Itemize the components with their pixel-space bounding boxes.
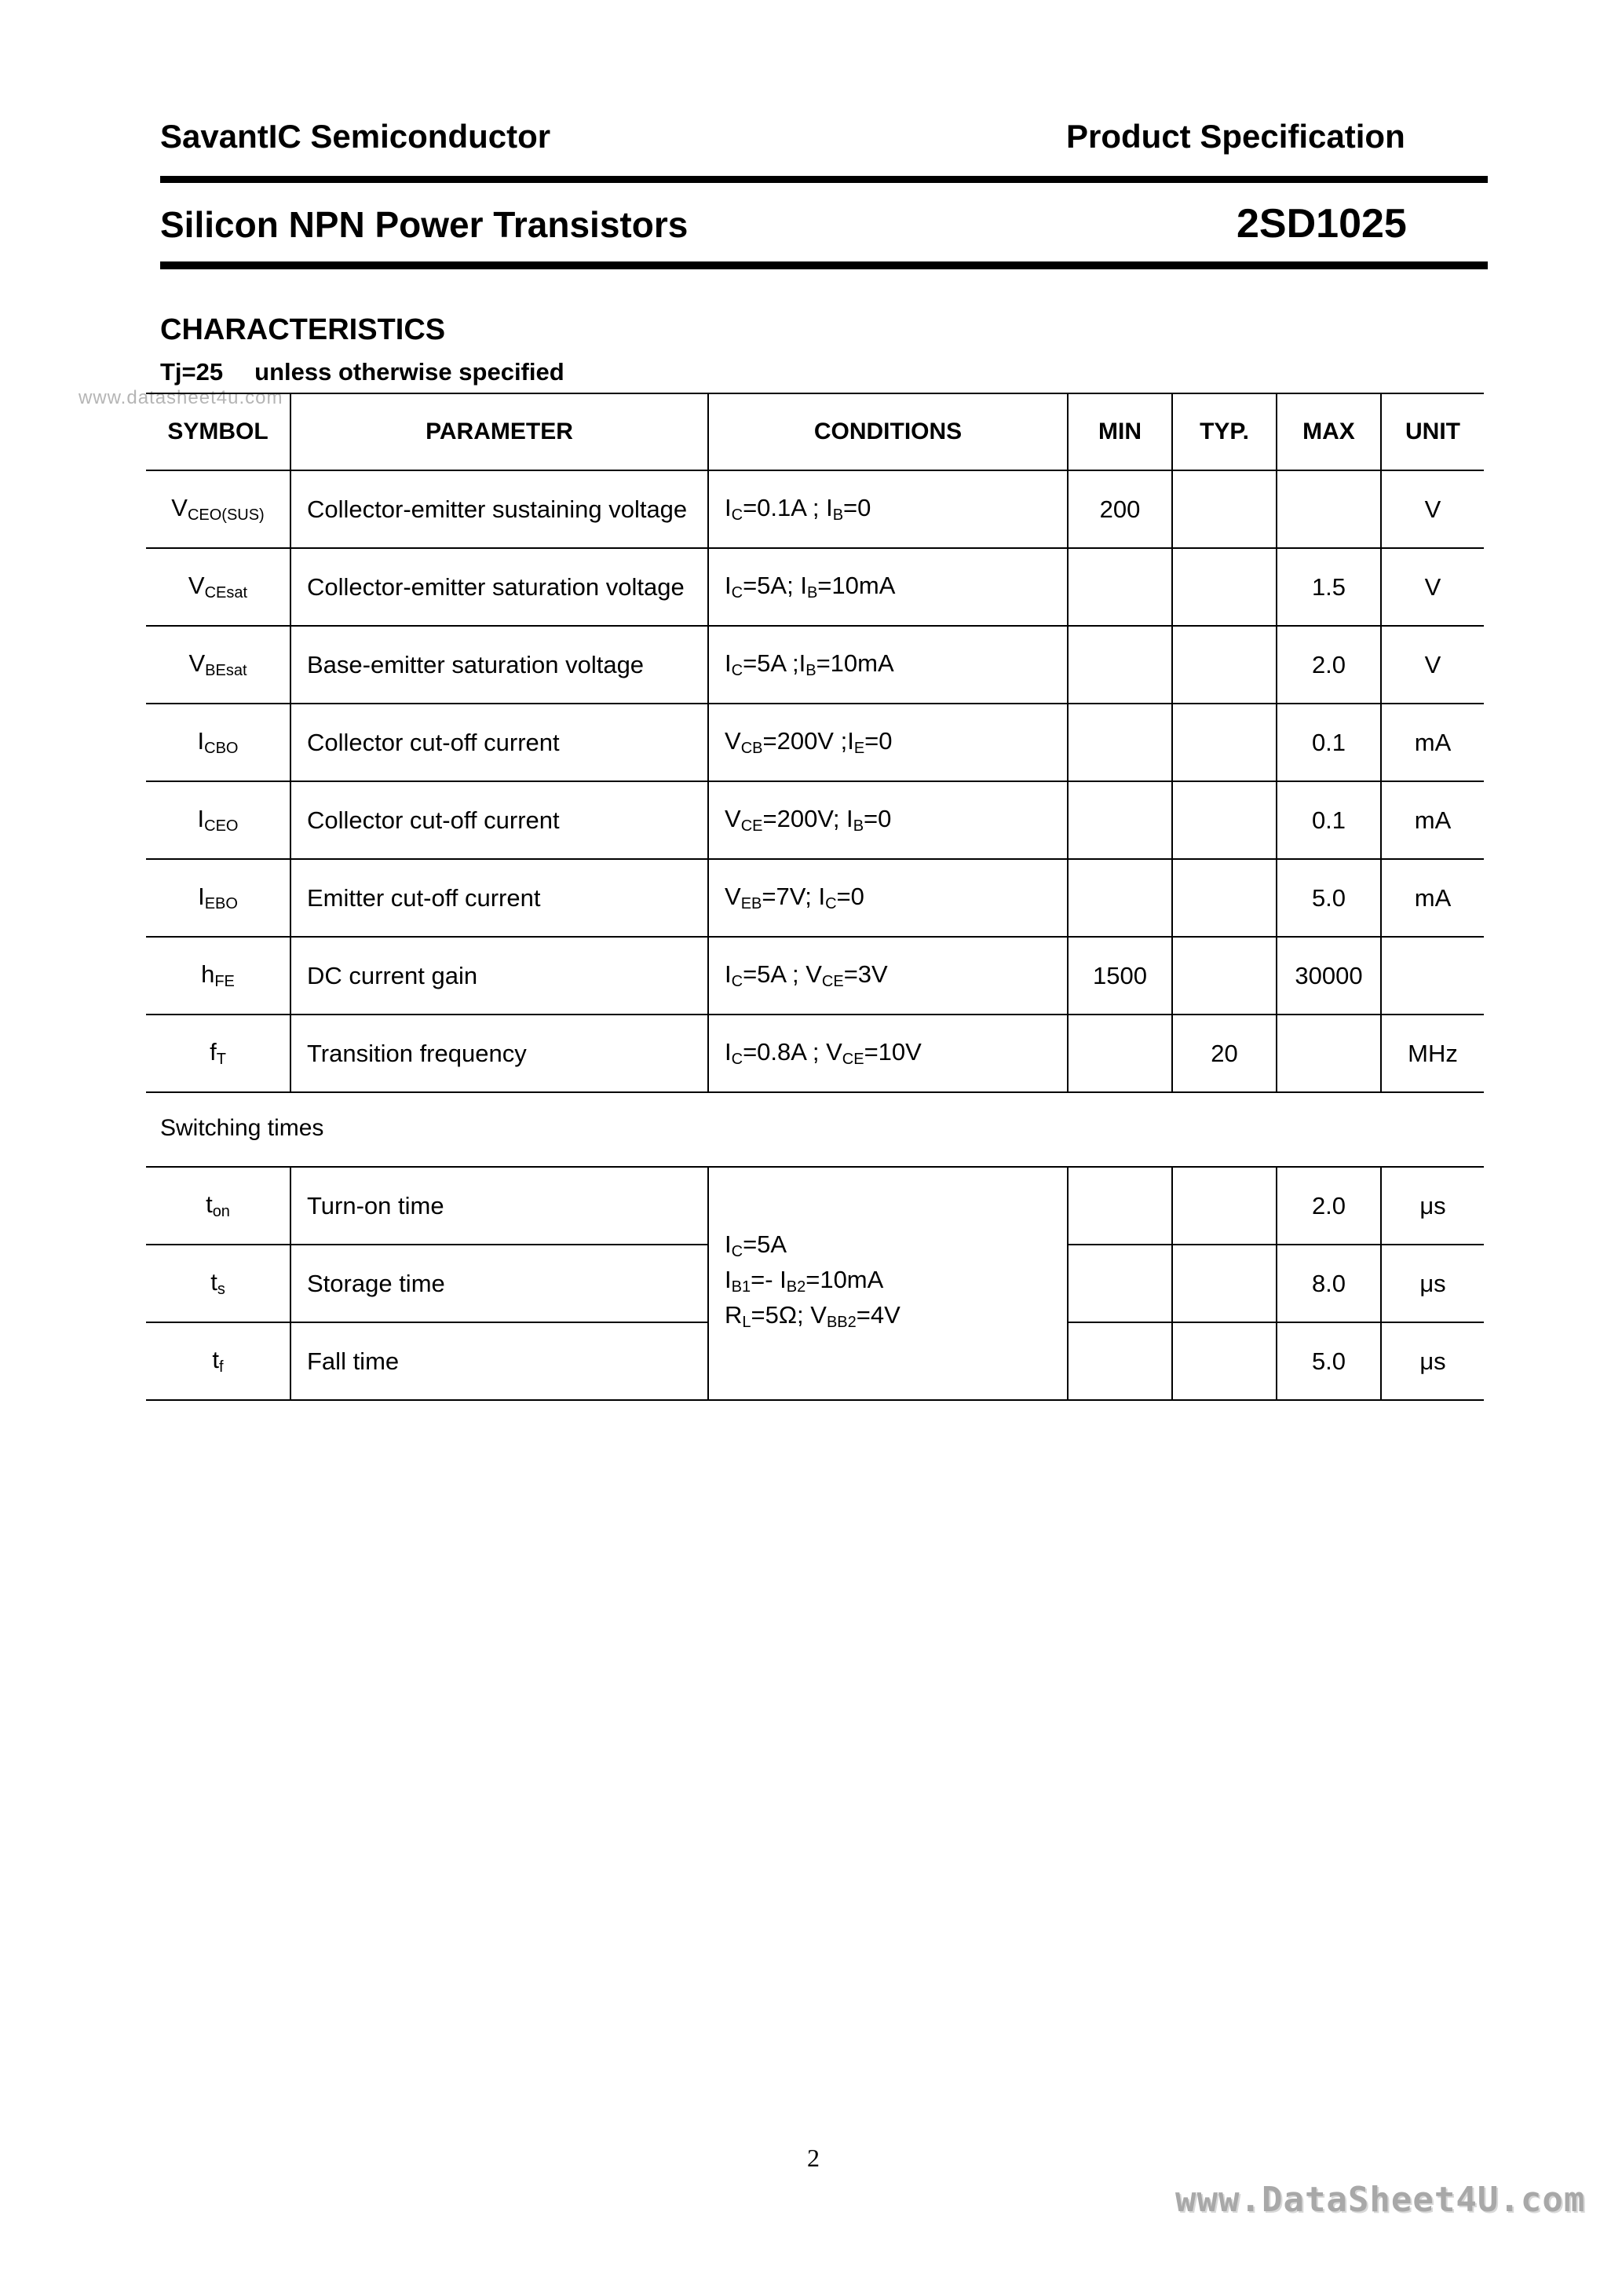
cell-symbol [146,626,290,704]
cond-subscript: C [825,895,837,912]
cell-unit: V [1381,470,1484,548]
cell-parameter: Collector-emitter sustaining voltage [290,470,708,548]
cond-subscript: CE [842,1051,864,1068]
cell-symbol [146,937,290,1015]
cond-part: I [725,1038,732,1066]
watermark-bottom: www.DataSheet4U.com [1175,2180,1586,2220]
cell-unit: mA [1381,859,1484,937]
cell-typ [1172,470,1277,548]
cell-parameter: Transition frequency [290,1015,708,1092]
cell-max: 5.0 [1277,1322,1381,1400]
cell-conditions [708,704,1068,781]
condition-line [725,1230,1067,1266]
symbol-base: V [188,649,206,677]
symbol-base: I [197,805,205,832]
cell-min [1068,548,1172,626]
cond-part: =0 [836,883,864,910]
header-conditions: CONDITIONS [708,393,1068,470]
table-row [146,781,1484,859]
cond-subscript: BB2 [826,1314,857,1331]
cell-symbol [146,548,290,626]
cond-subscript: B1 [731,1278,751,1296]
cell-conditions [708,470,1068,548]
symbol-subscript: FE [214,973,235,990]
cell-symbol [146,1322,290,1400]
cond-subscript: B [806,662,816,679]
symbol-base: t [206,1190,213,1218]
cell-unit: V [1381,626,1484,704]
cond-subscript: EB [740,895,762,912]
cond-part: =0.8A ; V [743,1038,842,1066]
cell-unit: μs [1381,1167,1484,1245]
page-number: 2 [807,2144,820,2172]
symbol-base: t [210,1268,217,1296]
test-condition-note [160,358,564,386]
cell-min [1068,1245,1172,1322]
cond-part: =5A [743,1230,787,1258]
cond-subscript: C [731,584,743,601]
cell-parameter: Turn-on time [290,1167,708,1245]
cond-subscript: L [742,1314,751,1331]
cell-symbol [146,1245,290,1322]
specification-note: unless otherwise specified [254,358,564,386]
cell-unit: mA [1381,781,1484,859]
cond-part: V [725,727,741,755]
symbol-subscript: CEO [204,817,239,835]
cell-min [1068,704,1172,781]
cond-subscript: E [853,740,865,757]
header-max: MAX [1277,393,1381,470]
header-unit: UNIT [1381,393,1484,470]
cell-unit: V [1381,548,1484,626]
cell-parameter: DC current gain [290,937,708,1015]
symbol-base: h [201,960,215,988]
symbol-subscript: BEsat [205,662,247,679]
cell-symbol [146,859,290,937]
cell-typ [1172,548,1277,626]
table-row [146,1167,1484,1245]
cell-max: 2.0 [1277,626,1381,704]
cell-conditions [708,1015,1068,1092]
switching-times-label: Switching times [160,1115,324,1141]
cell-min: 1500 [1068,937,1172,1015]
table-row [146,1015,1484,1092]
cell-parameter: Fall time [290,1322,708,1400]
switching-table [146,1166,1484,1401]
cond-subscript: B [806,584,818,601]
cond-part: I [725,649,732,677]
cond-part: =10mA [817,572,896,599]
symbol-subscript: f [219,1358,224,1376]
symbol-subscript: T [216,1051,226,1068]
cell-typ: 20 [1172,1015,1277,1092]
cell-parameter: Collector cut-off current [290,704,708,781]
cond-subscript: B2 [786,1278,806,1296]
cell-max: 30000 [1277,937,1381,1015]
cond-part: =0 [843,494,871,521]
cell-typ [1172,859,1277,937]
symbol-subscript: CEO(SUS) [187,506,265,524]
cond-part: =10V [864,1038,922,1066]
cell-symbol [146,1167,290,1245]
cond-part: =0.1A ; I [743,494,833,521]
cell-parameter: Collector cut-off current [290,781,708,859]
cell-max: 8.0 [1277,1245,1381,1322]
table-row [146,937,1484,1015]
company-name: SavantIC Semiconductor [160,118,551,155]
temperature-condition: Tj=25 [160,358,224,386]
cell-conditions [708,859,1068,937]
cell-conditions [708,781,1068,859]
cell-min [1068,859,1172,937]
cell-max [1277,1015,1381,1092]
cell-conditions [708,548,1068,626]
cond-part: V [725,883,741,910]
cell-max: 1.5 [1277,548,1381,626]
cond-part: =200V; I [762,805,853,832]
cond-part: =5A ; V [743,960,822,988]
cond-part: V [725,805,741,832]
cell-typ [1172,1167,1277,1245]
cell-parameter: Storage time [290,1245,708,1322]
product-description: Silicon NPN Power Transistors [160,204,689,245]
cond-part: I [725,572,732,599]
table-header-row [146,393,1484,470]
symbol-subscript: s [217,1281,225,1298]
header-rule-top [160,176,1488,183]
cell-parameter: Collector-emitter saturation voltage [290,548,708,626]
header-symbol: SYMBOL [146,393,290,470]
document-type: Product Specification [1066,118,1405,155]
cond-part: I [725,1266,732,1293]
cell-typ [1172,781,1277,859]
cell-typ [1172,704,1277,781]
table-row [146,626,1484,704]
cell-min: 200 [1068,470,1172,548]
cond-subscript: C [731,1243,743,1260]
cell-typ [1172,1322,1277,1400]
symbol-base: I [198,883,205,910]
symbol-subscript: CEsat [204,584,248,601]
header-typ: TYP. [1172,393,1277,470]
cell-conditions [708,937,1068,1015]
table-row [146,470,1484,548]
cell-unit: MHz [1381,1015,1484,1092]
symbol-base: f [210,1038,217,1066]
cell-unit: mA [1381,704,1484,781]
cond-part: I [725,494,732,521]
cond-part: I [725,1230,732,1258]
cond-part: =4V [856,1301,901,1329]
header-rule-bottom [160,261,1488,269]
cond-part: =0 [864,805,892,832]
cond-subscript: C [731,662,743,679]
cond-subscript: CE [821,973,844,990]
cond-part: =10mA [806,1266,884,1293]
characteristics-table [146,393,1484,1093]
cond-subscript: C [731,506,743,524]
part-number: 2SD1025 [1237,201,1407,247]
cell-typ [1172,626,1277,704]
cell-symbol [146,470,290,548]
cell-max: 2.0 [1277,1167,1381,1245]
cond-subscript: C [731,1051,743,1068]
cond-part: =10mA [816,649,894,677]
cell-min [1068,781,1172,859]
cell-unit [1381,937,1484,1015]
cell-min [1068,1015,1172,1092]
cond-part: =5A; I [743,572,807,599]
cell-symbol [146,781,290,859]
cond-part: =3V [843,960,888,988]
condition-line [725,1301,1067,1336]
cell-max: 0.1 [1277,781,1381,859]
cell-unit: μs [1381,1322,1484,1400]
header-parameter: PARAMETER [290,393,708,470]
symbol-base: V [171,494,188,521]
symbol-base: I [197,727,205,755]
cond-part: =200V ;I [762,727,854,755]
cell-unit: μs [1381,1245,1484,1322]
cond-part: =5Ω; V [751,1301,827,1329]
cond-part: R [725,1301,743,1329]
cell-parameter: Base-emitter saturation voltage [290,626,708,704]
symbol-subscript: on [212,1203,230,1220]
symbol-base: t [212,1346,220,1373]
cond-subscript: C [731,973,743,990]
cell-symbol [146,1015,290,1092]
cell-switching-conditions [708,1167,1068,1400]
cond-part: =0 [864,727,893,755]
cell-max [1277,470,1381,548]
table-row [146,859,1484,937]
cell-parameter: Emitter cut-off current [290,859,708,937]
symbol-subscript: EBO [204,895,238,912]
header-min: MIN [1068,393,1172,470]
cell-typ [1172,1245,1277,1322]
cond-part: =5A ;I [743,649,806,677]
cond-part: I [725,960,732,988]
cell-min [1068,626,1172,704]
cell-min [1068,1167,1172,1245]
cell-min [1068,1322,1172,1400]
cond-part: =7V; I [762,883,826,910]
cell-conditions [708,626,1068,704]
table-row [146,548,1484,626]
cell-max: 5.0 [1277,859,1381,937]
cond-subscript: CB [740,740,763,757]
symbol-base: V [188,572,205,599]
symbol-subscript: CBO [204,740,239,757]
cell-typ [1172,937,1277,1015]
cell-max: 0.1 [1277,704,1381,781]
condition-line [725,1266,1067,1301]
table-row [146,704,1484,781]
cond-subscript: CE [740,817,763,835]
cond-part: =- I [751,1266,787,1293]
cond-subscript: B [853,817,864,835]
cell-symbol [146,704,290,781]
cond-subscript: B [832,506,844,524]
section-title: CHARACTERISTICS [160,313,446,346]
watermark-top: www.datasheet4u.com [79,387,283,408]
